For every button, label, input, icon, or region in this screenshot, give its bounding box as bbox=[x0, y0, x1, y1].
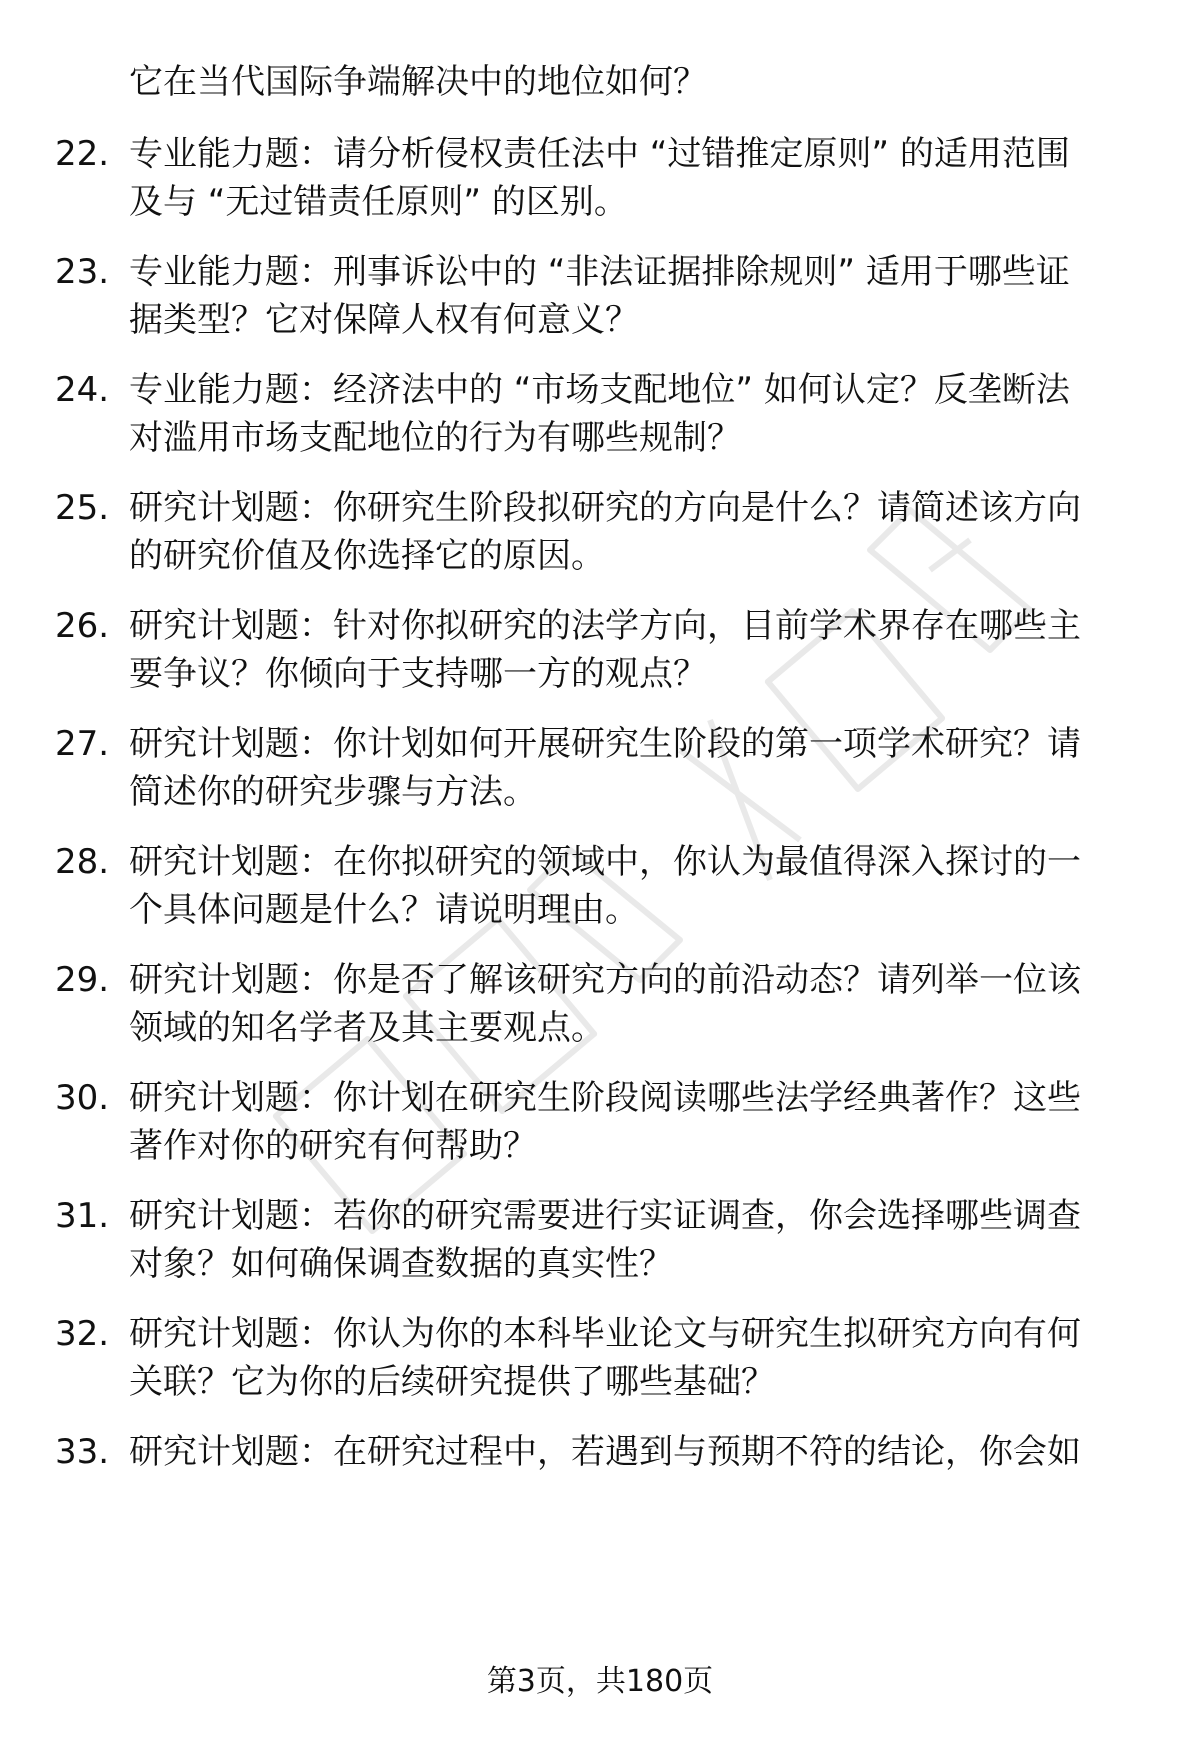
question-number: 24. bbox=[55, 370, 110, 410]
question-text-line: 研究计划题：在研究过程中，若遇到与预期不符的结论，你会如 bbox=[129, 1432, 1081, 1472]
question-item bbox=[0, 366, 1200, 466]
question-item bbox=[0, 838, 1200, 938]
question-text-line: 据类型？它对保障人权有何意义？ bbox=[129, 300, 639, 340]
question-item bbox=[0, 1192, 1200, 1292]
question-text-line: 对象？如何确保调查数据的真实性？ bbox=[129, 1244, 673, 1284]
question-text-line: 专业能力题：刑事诉讼中的 “非法证据排除规则” 适用于哪些证 bbox=[129, 252, 1070, 292]
question-item bbox=[0, 130, 1200, 230]
question-text bbox=[129, 602, 1139, 698]
question-number: 27. bbox=[55, 724, 110, 764]
question-number: 28. bbox=[55, 842, 110, 882]
question-text-line: 研究计划题：若你的研究需要进行实证调查，你会选择哪些调查 bbox=[129, 1196, 1081, 1236]
question-text-line: 对滥用市场支配地位的行为有哪些规制？ bbox=[129, 418, 741, 458]
question-text bbox=[129, 1310, 1139, 1406]
question-number: 31. bbox=[55, 1196, 110, 1236]
page-footer: 第3页，共180页 bbox=[486, 1664, 714, 1699]
question-text-line: 著作对你的研究有何帮助？ bbox=[129, 1126, 537, 1166]
question-text bbox=[129, 1074, 1139, 1170]
question-text-line: 关联？它为你的后续研究提供了哪些基础？ bbox=[129, 1362, 775, 1402]
question-text bbox=[129, 248, 1139, 344]
question-text-line: 专业能力题：经济法中的 “市场支配地位” 如何认定？反垄断法 bbox=[129, 370, 1070, 410]
question-text-line: 研究计划题：你是否了解该研究方向的前沿动态？请列举一位该 bbox=[129, 960, 1081, 1000]
question-number: 23. bbox=[55, 252, 110, 292]
question-number: 25. bbox=[55, 488, 110, 528]
question-text-line: 研究计划题：你计划在研究生阶段阅读哪些法学经典著作？这些 bbox=[129, 1078, 1081, 1118]
question-text-line: 研究计划题：在你拟研究的领域中，你认为最值得深入探讨的一 bbox=[129, 842, 1081, 882]
question-text bbox=[129, 130, 1139, 226]
question-text bbox=[129, 956, 1139, 1052]
question-text bbox=[129, 1428, 1139, 1476]
question-item bbox=[0, 248, 1200, 348]
question-number: 29. bbox=[55, 960, 110, 1000]
question-text-line: 研究计划题：针对你拟研究的法学方向，目前学术界存在哪些主 bbox=[129, 606, 1081, 646]
question-text bbox=[129, 484, 1139, 580]
question-number: 33. bbox=[55, 1432, 110, 1472]
question-text-line: 简述你的研究步骤与方法。 bbox=[129, 772, 537, 812]
question-text bbox=[129, 366, 1139, 462]
question-text bbox=[129, 1192, 1139, 1288]
continuation-line: 它在当代国际争端解决中的地位如何？ bbox=[129, 62, 707, 102]
question-text-line: 研究计划题：你研究生阶段拟研究的方向是什么？请简述该方向 bbox=[129, 488, 1081, 528]
question-text bbox=[129, 720, 1139, 816]
question-text-line: 研究计划题：你认为你的本科毕业论文与研究生拟研究方向有何 bbox=[129, 1314, 1081, 1354]
question-item bbox=[0, 720, 1200, 820]
question-number: 32. bbox=[55, 1314, 110, 1354]
question-text-line: 个具体问题是什么？请说明理由。 bbox=[129, 890, 639, 930]
question-number: 22. bbox=[55, 134, 110, 174]
question-item bbox=[0, 1074, 1200, 1174]
question-item bbox=[0, 1310, 1200, 1410]
question-text-line: 研究计划题：你计划如何开展研究生阶段的第一项学术研究？请 bbox=[129, 724, 1081, 764]
question-text-line: 的研究价值及你选择它的原因。 bbox=[129, 536, 605, 576]
question-text-line: 领域的知名学者及其主要观点。 bbox=[129, 1008, 605, 1048]
question-number: 30. bbox=[55, 1078, 110, 1118]
question-item bbox=[0, 484, 1200, 584]
question-text-line: 要争议？你倾向于支持哪一方的观点？ bbox=[129, 654, 707, 694]
question-text bbox=[129, 838, 1139, 934]
question-item bbox=[0, 1428, 1200, 1528]
question-number: 26. bbox=[55, 606, 110, 646]
question-item bbox=[0, 956, 1200, 1056]
question-text-line: 及与 “无过错责任原则” 的区别。 bbox=[129, 182, 628, 222]
question-text-line: 专业能力题：请分析侵权责任法中 “过错推定原则” 的适用范围 bbox=[129, 134, 1070, 174]
question-item bbox=[0, 602, 1200, 702]
